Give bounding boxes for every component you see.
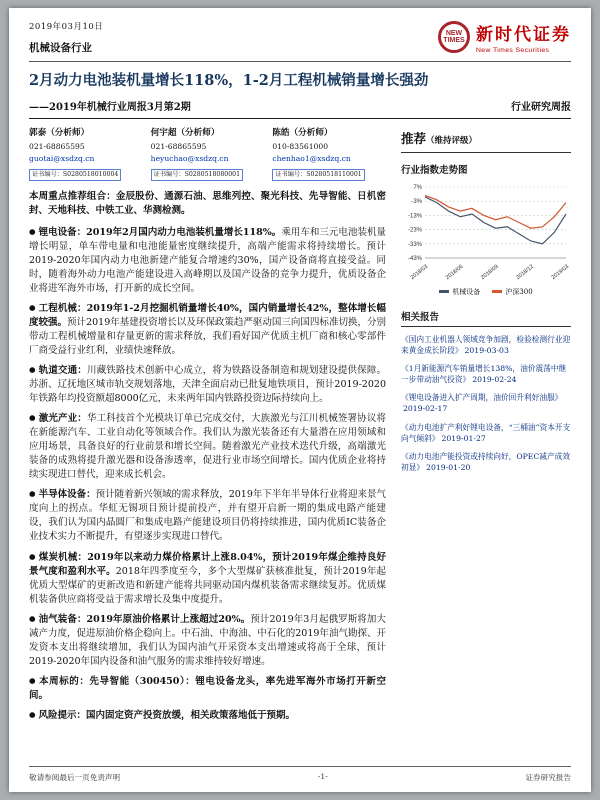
summary-bullet xyxy=(29,364,386,406)
sidebar xyxy=(401,128,571,729)
bullet-icon: ● xyxy=(29,675,37,685)
brand-subtitle: New Times Securities xyxy=(476,47,550,54)
main-column xyxy=(29,128,386,729)
related-report-link[interactable] xyxy=(401,363,571,385)
bullet-text: 预计2019年基建投资增长以及环保政策趋严驱动国三向国四标准切换，分别带动工程机械增量和存量更新的需求释放，我们看好国产优质主机厂商和核心零部件厂商受益行业红利，业绩快速释放。 xyxy=(29,316,386,356)
bullet-text: 预计2019年3月起俄罗斯将加大减产力度，促进原油价格企稳向上。中石油、中海油、中石化的2019年油气勘探、开发资本支出将继续增加，我们认为国内油气开采资本支出增速或将高于全球，预计2019-2020年国内设备和油气服务的需求维持较好增速。 xyxy=(29,613,386,667)
bullet-lead: 半导体设备： xyxy=(38,489,96,501)
summary-bullet xyxy=(29,412,386,482)
related-report-link[interactable] xyxy=(401,451,571,473)
related-reports-title: 相关报告 xyxy=(401,309,571,327)
bullet-lead: 风险提示：国内固定资产投资放缓，相关政策落地低于预期。 xyxy=(38,709,296,721)
report-title-text: 《动力电池扩产利好锂电设备，“三桶油”资本开支向气倾斜》 xyxy=(401,422,571,443)
report-page xyxy=(9,8,591,792)
svg-text:2018/09: 2018/09 xyxy=(480,263,500,281)
analyst-cert-badge: 证书编号：S0280518010004 xyxy=(29,169,121,181)
report-title-text: 《锂电设备进入扩产周期，油价回升利好油服》 xyxy=(401,393,563,403)
footer-doc-type: 证券研究报告 xyxy=(525,773,571,782)
bullet-icon: ● xyxy=(29,413,36,423)
summary-bullet xyxy=(29,709,386,723)
analyst-phone: 021-68865595 xyxy=(29,142,85,152)
analyst-name: 何宇超（分析师） xyxy=(150,127,220,138)
bullet-lead: 锂电设备：2019年2月国内动力电池装机量增长118%。 xyxy=(38,226,282,238)
bullet-text: 川藏铁路技术创新中心成立，将为铁路设备制造和规划建设提供保障。苏浙、辽抚地区城市轨交规划落地，天津全面启动已批复地铁项目，预计2019-2020年铁路年均投资额超8000亿元，未来两年国内铁路投资边际持续向上。 xyxy=(29,364,386,405)
chart-title: 行业指数走势图 xyxy=(401,164,468,176)
summary-bullets xyxy=(29,226,386,724)
svg-text:7%: 7% xyxy=(413,184,422,191)
logo-text-top: NEW xyxy=(445,29,463,37)
summary-bullet xyxy=(29,226,386,296)
related-report-link[interactable] xyxy=(401,334,571,356)
analyst-name: 陈皓（分析师） xyxy=(272,127,333,138)
svg-text:2018/03: 2018/03 xyxy=(409,263,430,281)
svg-text:-13%: -13% xyxy=(407,212,422,219)
report-date-text: 2019-02-24 xyxy=(472,375,517,385)
related-report-link[interactable] xyxy=(401,392,571,414)
bullet-lead: 工程机械：2019年1-2月挖掘机销量增长40%，国内销量增长42%，整体增长幅度较强。 xyxy=(29,302,386,328)
analyst-card xyxy=(29,128,143,181)
bullet-icon: ● xyxy=(29,613,36,623)
summary-bullet xyxy=(29,302,386,358)
svg-text:-3%: -3% xyxy=(411,198,422,205)
svg-text:2018/12: 2018/12 xyxy=(515,263,535,281)
bullet-text: 华工科技首个光模块订单已完成交付，大族激光与江川机械签署协议将在新能源汽车、工业自动化等领域合作。我们认为激光装备还有大量潜在应用领域和应用场景，具备良好的行业前景和增长空间。随着激光产业技术迭代升级，高端激光装备的成熟将提升激光器和设备渗透率，促进行业市场空间增长。国内优质企业将持续实现进口替代，迎来成长机会。 xyxy=(29,413,386,481)
bullet-lead: 本周标的：先导智能（300450）：锂电设备龙头，率先进军海外市场打开新空间。 xyxy=(29,675,386,701)
industry-index-chart xyxy=(401,180,571,286)
analyst-cert-badge: 证书编号：S0280518080001 xyxy=(151,169,243,181)
legend-item xyxy=(439,287,480,297)
brand-name: 新时代证券 xyxy=(476,25,571,45)
report-title: 2月动力电池装机量增长118%，1-2月工程机械销量增长强劲 xyxy=(29,72,429,89)
analysts-block xyxy=(29,128,386,181)
header-left xyxy=(29,20,103,55)
report-date-text: 2019-02-17 xyxy=(403,404,448,414)
bullet-text: 预计随着新兴领域的需求释放，2019年下半年半导体行业将迎来景气度向上的拐点。华虹无锡项目预计提前投产，并有望开启新一期的集成电路产能建设，我们认为国内晶圆厂和集成电路产能建设项目仍将持续推进，国内优质IC装备企业技术实力不断提升，有望逐步实现进口替代。 xyxy=(29,489,386,543)
bullet-text: 乘用车和三元电池装机量增长明显，单车带电量和电池能量密度继续提升，高端产能需求将持续增长。预计2019-2020年国内动力电池新建产能复合增速约30%，国产设备商将直接受益。同时，随着海外动力电池产能建设进入高峰期以及国产设备的竞争力提升，优质设备企业将进军海外市场，打开新的成长空间。 xyxy=(29,226,386,294)
brand-block xyxy=(438,20,571,54)
report-header xyxy=(29,20,571,55)
analyst-email-link[interactable]: chenhao1@xsdzq.cn xyxy=(272,154,351,164)
brand-logo-icon xyxy=(438,21,470,53)
bullet-lead: 轨道交通： xyxy=(38,364,87,376)
analyst-email-link[interactable]: heyuchao@xsdzq.cn xyxy=(150,154,229,164)
bullet-lead: 油气装备：2019年原油价格累计上涨超过20%。 xyxy=(38,613,251,625)
report-date-text: 2019-03-03 xyxy=(464,345,509,355)
rating-note: （维持评级） xyxy=(426,135,478,146)
svg-text:2018/06: 2018/06 xyxy=(444,263,465,281)
bullet-icon: ● xyxy=(29,226,36,236)
analyst-name: 郭泰（分析师） xyxy=(29,127,90,138)
legend-label: 沪深300 xyxy=(505,287,533,296)
weekly-picks-line: 本周重点推荐组合：金辰股份、通源石油、思维列控、聚光科技、先导智能、日机密封、天地科技、中铁工业、华测检测。 xyxy=(29,191,386,217)
bullet-lead: 煤炭机械：2019年以来动力煤价格累计上涨8.04%，预计2019年煤企维持良好景气度和盈利水平。 xyxy=(29,551,387,577)
footer-disclaimer: 敬请参阅最后一页免责声明 xyxy=(29,773,121,782)
report-date: 2019年03月10日 xyxy=(29,22,104,32)
header-divider xyxy=(29,61,571,62)
bullet-icon: ● xyxy=(29,489,36,499)
report-footer xyxy=(29,766,571,783)
svg-text:2019/03: 2019/03 xyxy=(550,263,571,281)
subtitle-row xyxy=(29,98,571,113)
title-divider xyxy=(29,118,571,119)
analyst-card xyxy=(272,128,386,181)
report-title-text: 《1月新能源汽车销量增长138%，油价震荡中继一步带动油气投资》 xyxy=(401,363,567,385)
analyst-cert-badge: 证书编号：S0280518110001 xyxy=(272,169,364,181)
report-type-tag: 行业研究周报 xyxy=(511,101,571,113)
report-title-text: 《动力电池产能投资或持续向好，OPEC减产成效初显》 xyxy=(401,451,571,472)
bullet-icon: ● xyxy=(29,302,36,312)
svg-text:-23%: -23% xyxy=(407,227,422,234)
logo-text-bottom: TIMES xyxy=(443,37,465,44)
legend-label: 机械设备 xyxy=(452,287,481,296)
summary-bullet xyxy=(29,551,386,607)
legend-swatch xyxy=(439,290,449,293)
analyst-phone: 021-68865595 xyxy=(150,142,207,152)
rating-block xyxy=(401,128,571,153)
brand-text xyxy=(476,20,571,54)
report-date-text: 2019-01-27 xyxy=(441,433,486,443)
summary-bullet xyxy=(29,613,386,669)
related-reports-list xyxy=(401,334,571,474)
report-title-text: 《国内工业机器人领域竞争加剧，检验检测行业迎来黄金成长阶段》 xyxy=(401,334,571,355)
svg-text:-43%: -43% xyxy=(407,255,422,262)
chart-legend xyxy=(401,287,571,297)
summary-bullet xyxy=(29,675,386,703)
legend-swatch xyxy=(492,290,502,293)
legend-item xyxy=(492,287,532,297)
bullet-text: 2018年四季度至今，多个大型煤矿获核准批复，预计2019年起优质大型煤矿的更新改造和新建产能将共同驱动国内煤机装备需求继续复苏。优质煤机装备供应商将受益于需求增长及集中度提升。 xyxy=(29,565,386,605)
bullet-icon: ● xyxy=(29,364,36,374)
bullet-icon: ● xyxy=(29,551,36,561)
bullet-lead: 激光产业： xyxy=(38,413,87,425)
related-report-link[interactable] xyxy=(401,422,571,444)
summary-bullet xyxy=(29,488,386,544)
footer-page-number: -1- xyxy=(317,772,328,781)
rating-value: 推荐 xyxy=(401,130,427,146)
analyst-email-link[interactable]: guotai@xsdzq.cn xyxy=(29,154,95,164)
analyst-phone: 010-83561000 xyxy=(272,142,329,152)
analyst-card xyxy=(151,128,265,181)
content-columns xyxy=(29,128,571,729)
report-date-text: 2019-01-20 xyxy=(426,462,471,472)
report-subtitle: ——2019年机械行业周报3月第2期 xyxy=(29,101,191,113)
bullet-icon: ● xyxy=(29,709,36,719)
svg-text:-33%: -33% xyxy=(407,241,422,248)
industry-label: 机械设备行业 xyxy=(29,42,92,54)
